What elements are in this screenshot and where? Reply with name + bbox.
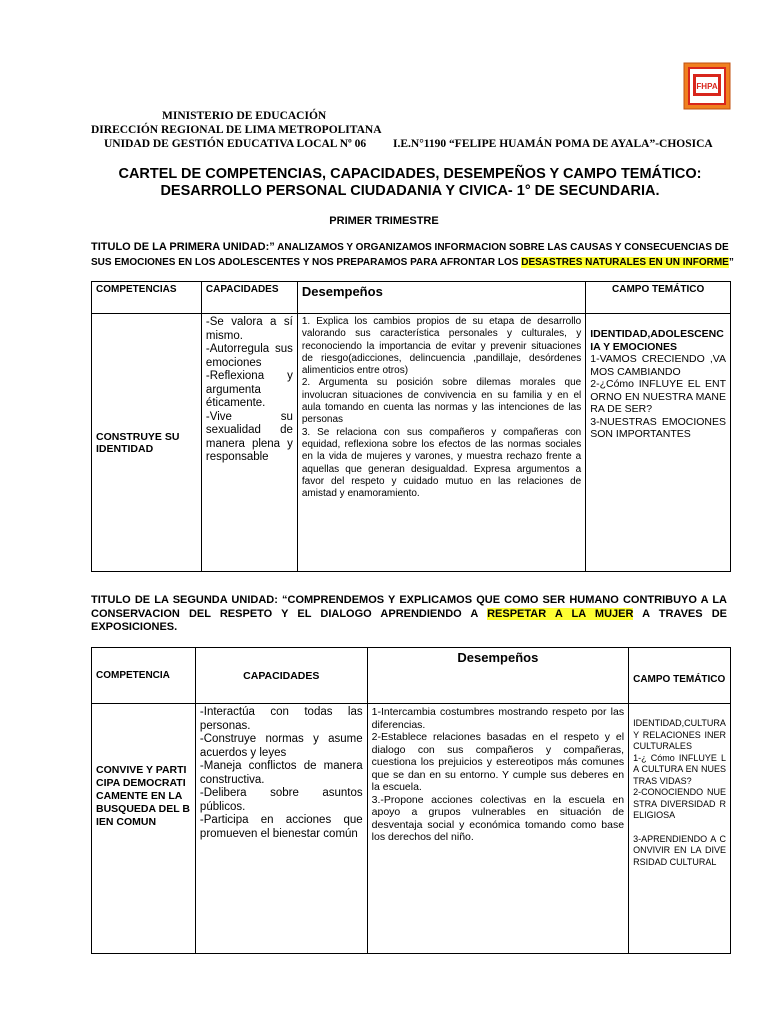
table2-desempenos	[367, 704, 628, 954]
table2-campo	[629, 704, 731, 954]
table1-competencia: CONSTRUYE SU IDENTIDAD	[92, 314, 202, 572]
desempeno-item: 1-Intercambia costumbres mostrando respeto por las diferencias.	[371, 706, 625, 731]
desempeno-item: 2-Establece relaciones basadas en el respeto y el dialogo con sus compañeros y compañeras, cuestiona los prejuicios y estereotipos más comunes que se dan en su entorno. Y cumple sus deberes en la escuela.	[371, 731, 625, 793]
campo-title: IDENTIDAD,CULTURA Y RELACIONES INERCULTURALES	[633, 718, 726, 751]
unit2-end: A TRAVES DE EXPOSICIONES.	[91, 607, 727, 633]
campo-title: IDENTIDAD,ADOLESCENCIA Y EMOCIONES	[590, 328, 724, 353]
table2-header-capacidades: CAPACIDADES	[195, 648, 367, 704]
table2-header-row	[92, 648, 731, 704]
table1-header-capacidades: CAPACIDADES	[201, 282, 297, 314]
campo-item: 2-CONOCIENDO NUESTRA DIVERSIDAD RELIGIOSA	[633, 787, 726, 820]
capacidad-item: -Delibera sobre asuntos públicos.	[199, 787, 363, 813]
unit2-highlight: RESPETAR A LA MUJER	[487, 607, 634, 620]
campo-item: 3-NUESTRAS EMOCIONES SON IMPORTANTES	[590, 415, 726, 440]
desempeno-item: 2. Argumenta su posición sobre dilemas morales que involucran situaciones de convivencia en su familia y en el aula tomando en cuenta las normas y las intenciones de las personas	[301, 377, 582, 426]
campo-item: 1-¿ Cómo INFLUYE LA CULTURA EN NUESTRAS VIDAS?	[633, 752, 726, 786]
table1-header-row	[92, 282, 731, 314]
capacidad-item: -Interactúa con todas las personas.	[199, 706, 363, 732]
table1-row	[92, 314, 731, 572]
table2-competencia: CONVIVE Y PARTICIPA DEMOCRATICAMENTE EN LA BUSQUEDA DEL BIEN COMUN	[92, 704, 196, 954]
desempeno-item: 1. Explica los cambios propios de su etapa de desarrollo valorando sus característica personales y culturales, y reconociendo la importancia de evitar y prevenir situaciones de riesgo(adicciones, delincuencia ,pandillaje, desórdenes alimenticios entre otros)	[301, 316, 582, 377]
ministry-line: MINISTERIO DE EDUCACIÓN	[162, 110, 327, 122]
school-logo	[683, 62, 731, 110]
capacidad-item: -Se valora a sí mismo.	[205, 316, 293, 342]
trimester-label: PRIMER TRIMESTRE	[329, 215, 439, 227]
table1-campo	[586, 314, 731, 572]
unit1-end: ”	[728, 257, 734, 268]
desempeno-item: 3. Se relaciona con sus compañeros y compañeras con equidad, reflexiona sobre los efectos de las normas sociales en la vida de mujeres y varones, y muestra rechazo frente a aquellas que generan desigualdad. Expresa argumentos a favor del respeto y cuidado mutuo en las relaciones de amistad y enamoramiento.	[301, 426, 582, 500]
table2-header-desempenos: Desempeños	[367, 648, 628, 704]
unit2-title	[91, 594, 727, 635]
competencies-table-2	[91, 647, 731, 954]
table2-header-campo: CAMPO TEMÁTICO	[629, 648, 731, 704]
unit1-title	[91, 240, 734, 270]
unit1-text-1: ANALIZAMOS Y ORGANIZAMOS INFORMACION SOBRE LAS CAUSAS Y CONSECUENCIAS DE	[274, 242, 729, 253]
ugel-line: UNIDAD DE GESTIÓN EDUCATIVA LOCAL Nº 06	[104, 138, 367, 150]
regional-direction-line: DIRECCIÓN REGIONAL DE LIMA METROPOLITANA	[91, 124, 382, 136]
table2-row	[92, 704, 731, 954]
unit1-label: TITULO DE LA PRIMERA UNIDAD:”	[91, 241, 275, 253]
table1-header-desempenos: Desempeños	[297, 282, 585, 314]
capacidad-item: -Maneja conflictos de manera constructiva.	[199, 760, 363, 786]
table1-capacidades	[201, 314, 297, 572]
unit1-text-2: SUS EMOCIONES EN LOS ADOLESCENTES Y NOS PREPARAMOS PARA AFRONTAR LOS	[91, 257, 522, 268]
unit2-label: TITULO DE LA SEGUNDA UNIDAD: “COMPRENDEMOS Y EXPLICAMOS QUE COMO SER HUMANO CONTRIBUYO A LA CONSERVACION DEL RESPETO Y EL DIALOGO APRENDIENDO A	[91, 594, 727, 620]
desempeno-item: 3.-Propone acciones colectivas en la escuela en apoyo a grupos vulnerables en situación de desventaja social y económica tomando como base los derechos del niño.	[371, 793, 625, 843]
page-title	[60, 166, 760, 200]
table2-capacidades	[195, 704, 367, 954]
capacidad-item: -Reflexiona y argumenta éticamente.	[205, 370, 293, 409]
title-line-1: CARTEL DE COMPETENCIAS, CAPACIDADES, DESEMPEÑOS Y CAMPO TEMÁTICO:	[118, 166, 702, 182]
table1-header-competencias: COMPETENCIAS	[92, 282, 202, 314]
capacidad-item: -Construye normas y asume acuerdos y leyes	[199, 733, 363, 759]
table1-desempenos	[297, 314, 585, 572]
campo-item: 1-VAMOS CRECIENDO ,VAMOS CAMBIANDO	[590, 353, 726, 378]
svg-text:FHPA: FHPA	[696, 82, 718, 91]
school-name-line: I.E.N°1190 “FELIPE HUAMÁN POMA DE AYALA”-CHOSICA	[393, 138, 713, 150]
title-line-2: DESARROLLO PERSONAL CIUDADANIA Y CIVICA- 1° DE SECUNDARIA.	[160, 183, 660, 199]
unit1-highlight: DESASTRES NATURALES EN UN INFORME	[521, 257, 729, 268]
capacidad-item: -Vive su sexualidad de manera plena y responsable	[205, 410, 293, 463]
capacidad-item: -Autorregula sus emociones	[205, 343, 293, 369]
campo-item: 3-APRENDIENDO A CONVIVIR EN LA DIVERSIDAD CULTURAL	[633, 833, 726, 867]
capacidad-item: -Participa en acciones que promueven el bienestar común	[199, 814, 363, 840]
table2-header-competencia: COMPETENCIA	[92, 648, 196, 704]
competencies-table-1	[91, 281, 731, 572]
table1-header-campo: CAMPO TEMÁTICO	[586, 282, 731, 314]
campo-item: 2-¿Cómo INFLUYE EL ENTORNO EN NUESTRA MANERA DE SER?	[590, 378, 726, 415]
